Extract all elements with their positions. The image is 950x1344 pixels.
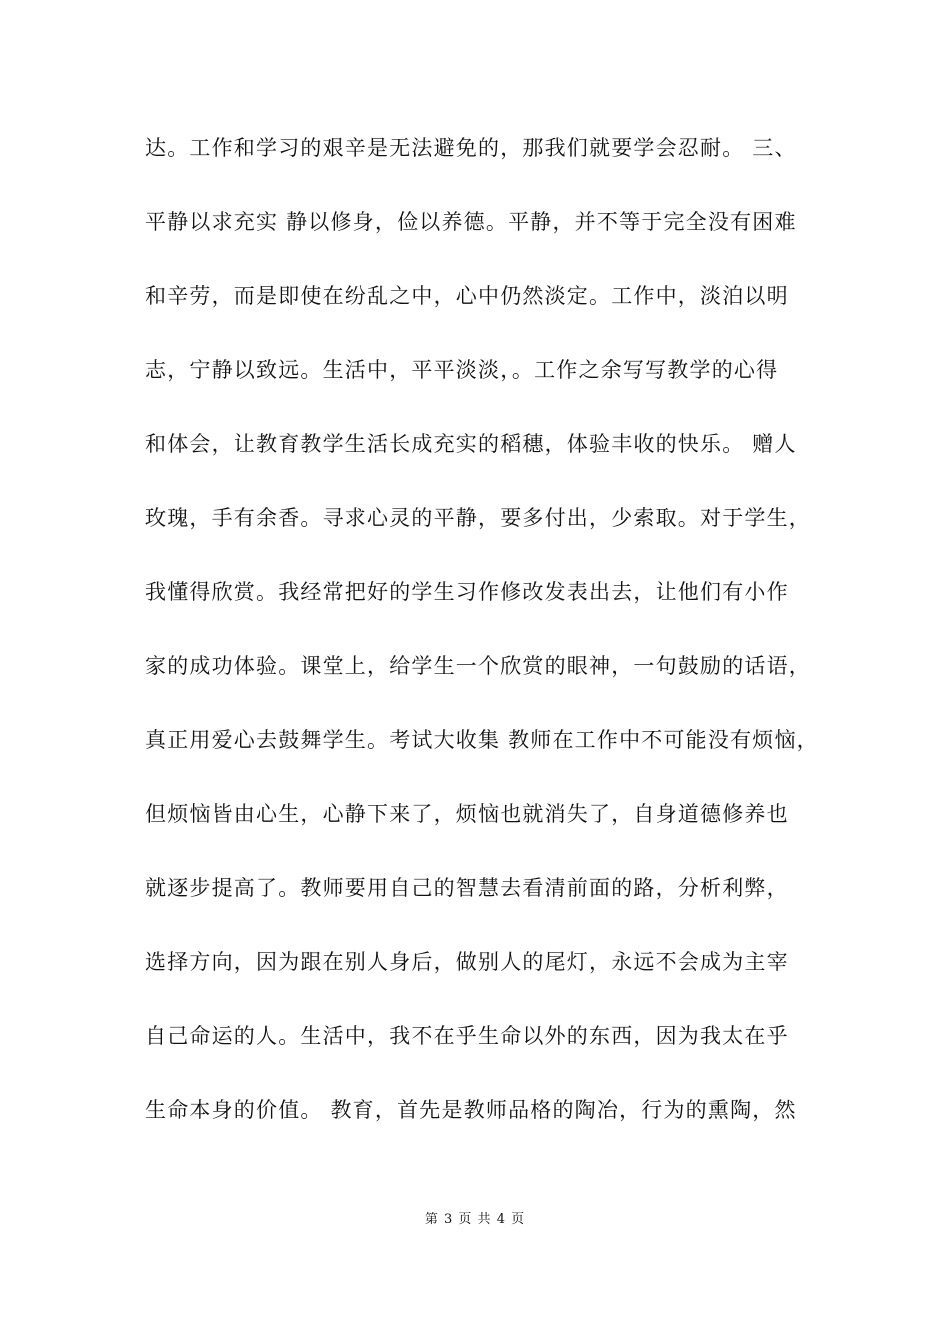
text-line: 志，宁静以致远。生活中，平平淡淡，。工作之余写写教学的心得: [145, 358, 779, 382]
page-footer: 第 3 页 共 4 页: [424, 1212, 526, 1227]
text-line: 就逐步提高了。教师要用自己的智慧去看清前面的路，分析利弊，: [145, 876, 789, 900]
text-line: 玫瑰，手有余香。寻求心灵的平静，要多付出，少索取。对于学生，: [145, 506, 811, 530]
body-text: [145, 128, 825, 1164]
text-line: 和体会，让教育教学生活长成充实的稻穗，体验丰收的快乐。 赠人: [145, 432, 797, 456]
text-line: 我懂得欣赏。我经常把好的学生习作修改发表出去，让他们有小作: [145, 580, 789, 604]
text-line: 自己命运的人。生活中，我不在乎生命以外的东西，因为我太在乎: [145, 1024, 789, 1048]
text-line: 达。工作和学习的艰辛是无法避免的，那我们就要学会忍耐。 三、: [145, 136, 797, 160]
text-line: 选择方向，因为跟在别人身后，做别人的尾灯，永远不会成为主宰: [145, 950, 789, 974]
text-line: 但烦恼皆由心生，心静下来了，烦恼也就消失了，自身道德修养也: [145, 802, 789, 826]
text-line: 生命本身的价值。 教育，首先是教师品格的陶冶，行为的熏陶，然: [145, 1098, 797, 1122]
text-line: 家的成功体验。课堂上，给学生一个欣赏的眼神，一句鼓励的话语，: [145, 654, 811, 678]
text-line: 平静以求充实 静以修身，俭以养德。平静，并不等于完全没有困难: [145, 210, 797, 234]
text-line: 和辛劳，而是即使在纷乱之中，心中仍然淡定。工作中，淡泊以明: [145, 284, 789, 308]
text-line: 真正用爱心去鼓舞学生。考试大收集 教师在工作中不可能没有烦恼，: [145, 728, 819, 752]
